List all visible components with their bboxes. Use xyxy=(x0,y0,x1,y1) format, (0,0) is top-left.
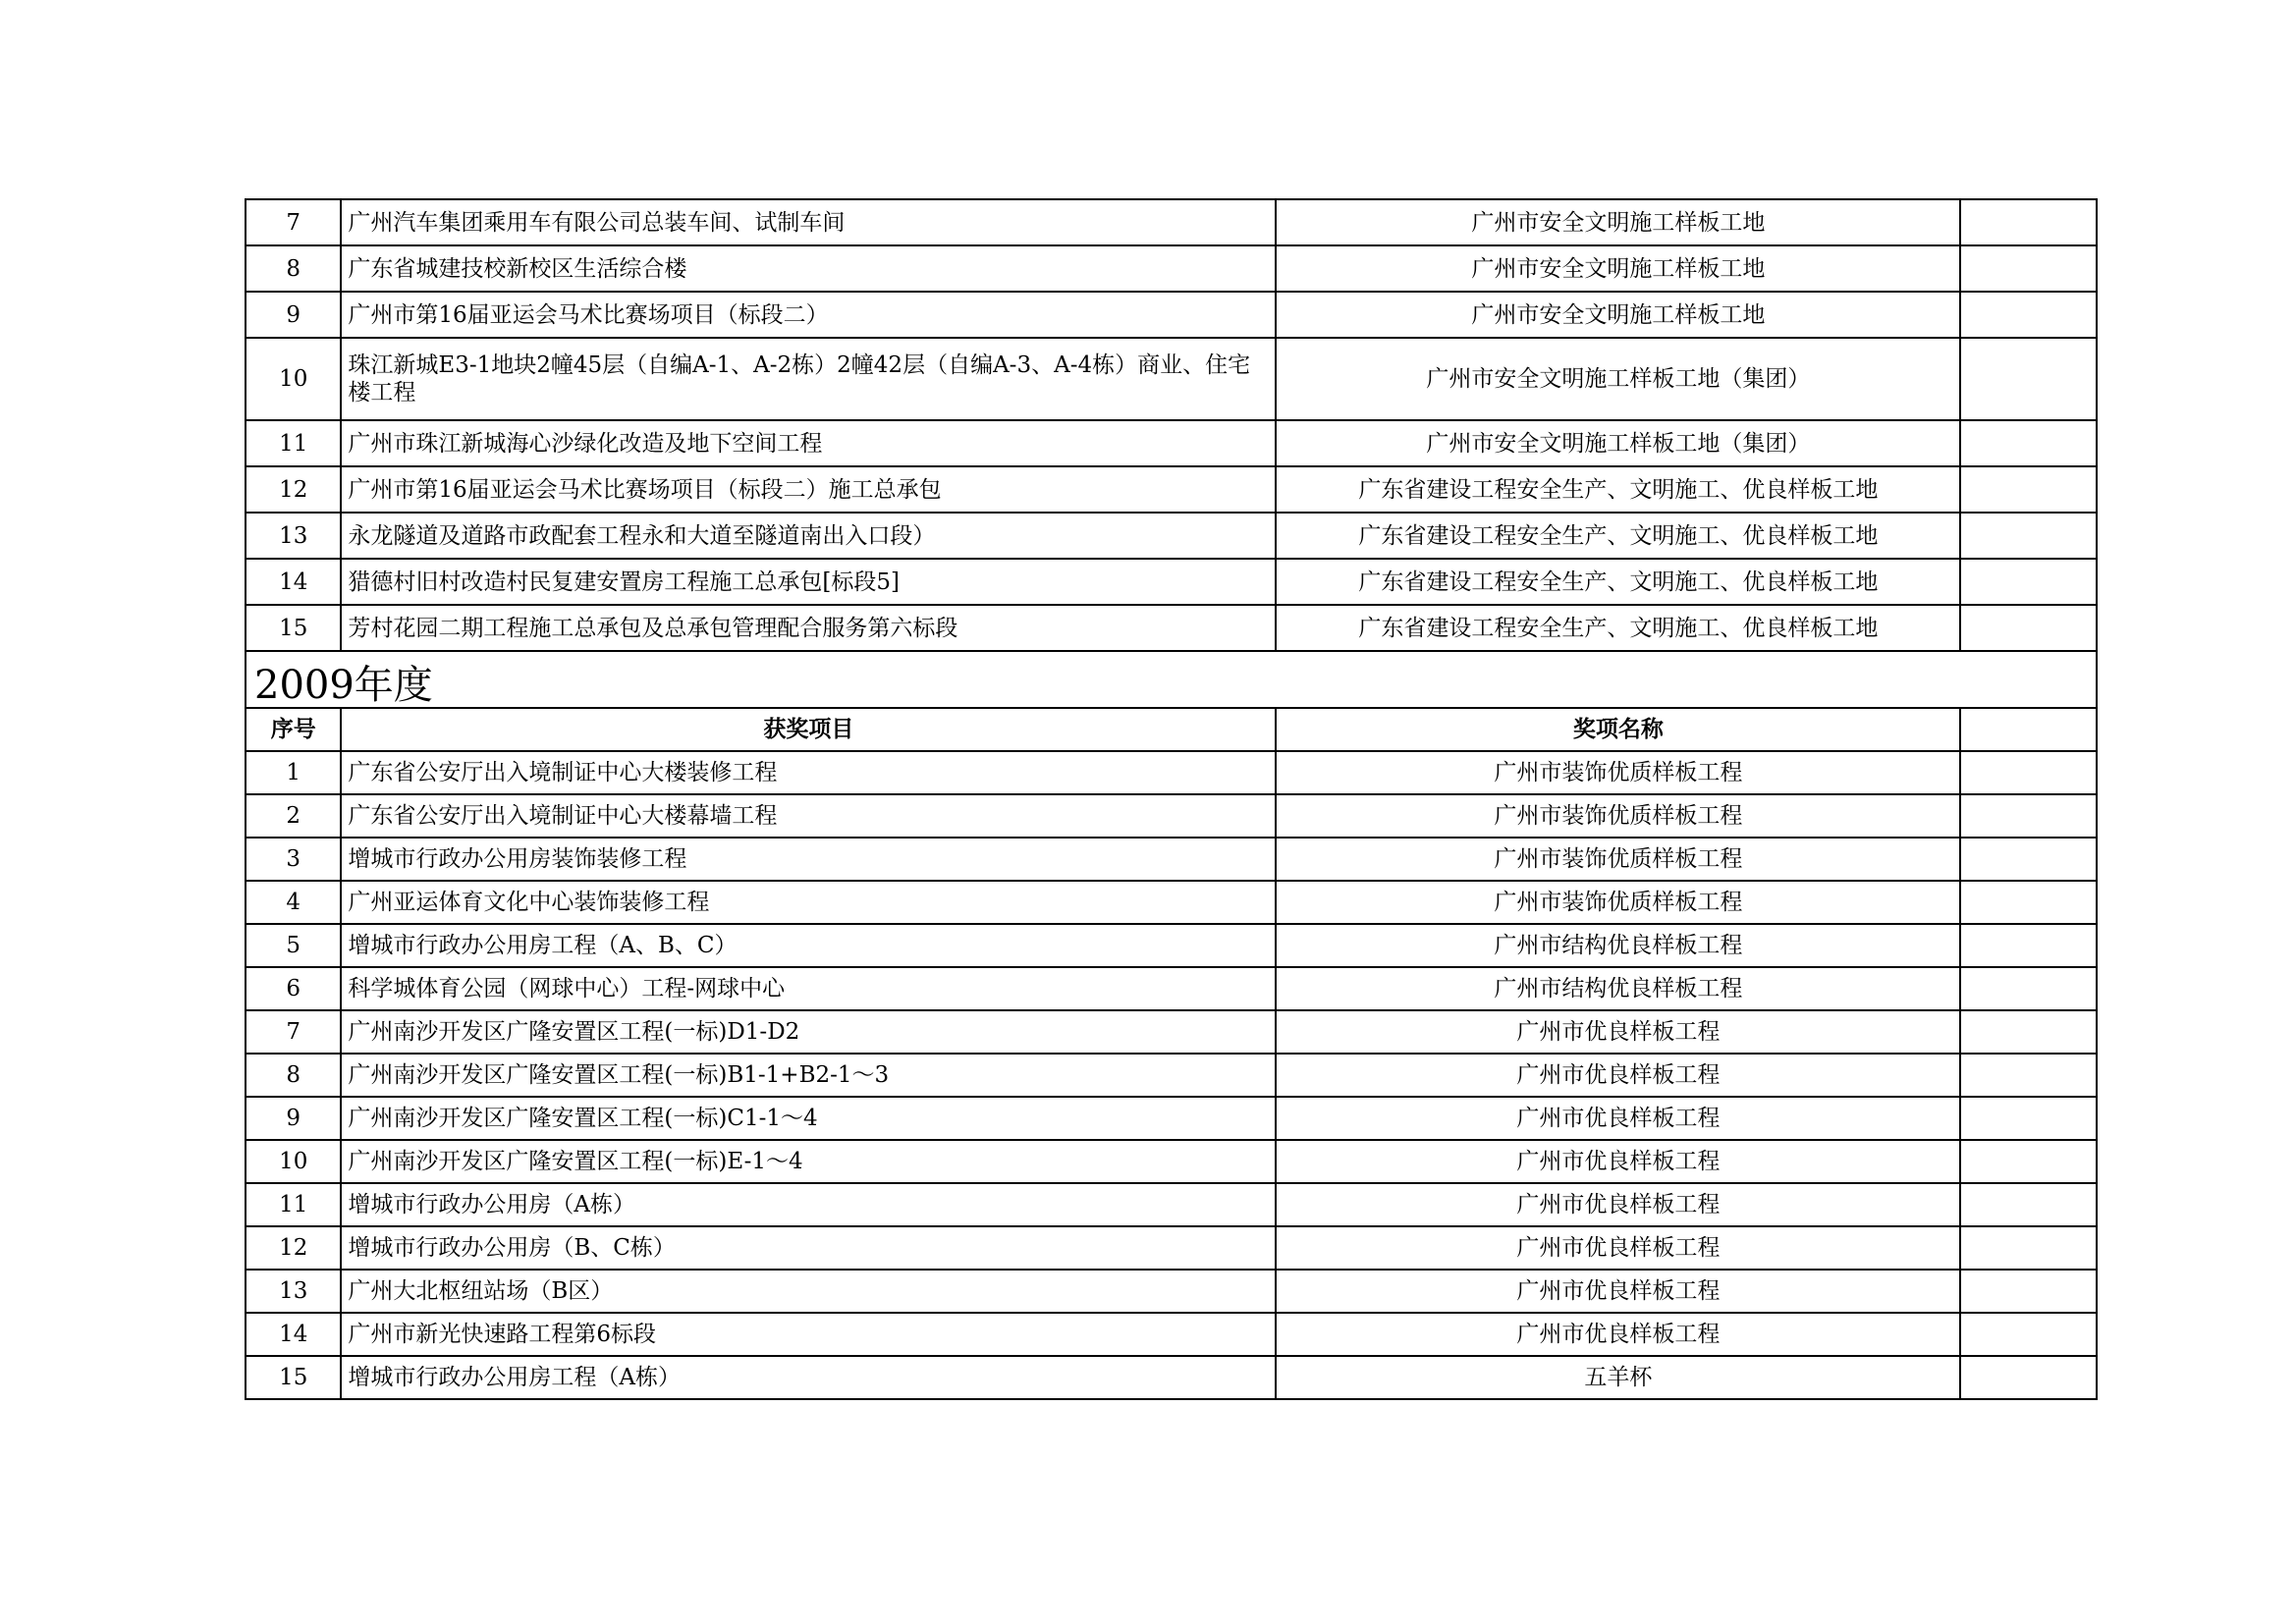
award-name: 广州市优良样板工程 xyxy=(1276,1054,1960,1097)
year-2009-section xyxy=(246,651,2097,751)
row-number: 13 xyxy=(246,513,341,559)
award-name: 广州市结构优良样板工程 xyxy=(1276,967,1960,1010)
table-row xyxy=(246,420,2097,466)
row-number: 10 xyxy=(246,1140,341,1183)
table-row xyxy=(246,881,2097,924)
table-row xyxy=(246,338,2097,420)
award-name: 广州市安全文明施工样板工地（集团） xyxy=(1276,420,1960,466)
award-name: 广州市优良样板工程 xyxy=(1276,1140,1960,1183)
row-number: 11 xyxy=(246,1183,341,1226)
table-row xyxy=(246,559,2097,605)
project-name: 广州南沙开发区广隆安置区工程(一标)B1-1+B2-1～3 xyxy=(341,1054,1276,1097)
table-row xyxy=(246,1183,2097,1226)
row-number: 8 xyxy=(246,1054,341,1097)
blank-cell xyxy=(1960,1183,2097,1226)
table-row xyxy=(246,1356,2097,1399)
award-name: 广州市装饰优质样板工程 xyxy=(1276,751,1960,794)
project-name: 广州南沙开发区广隆安置区工程(一标)E-1～4 xyxy=(341,1140,1276,1183)
blank-cell xyxy=(1960,794,2097,838)
blank-cell xyxy=(1960,559,2097,605)
award-name: 广州市优良样板工程 xyxy=(1276,1313,1960,1356)
row-number: 15 xyxy=(246,1356,341,1399)
row-number: 4 xyxy=(246,881,341,924)
award-name: 五羊杯 xyxy=(1276,1356,1960,1399)
award-name: 广州市优良样板工程 xyxy=(1276,1226,1960,1270)
row-number: 2 xyxy=(246,794,341,838)
project-name: 广州市第16届亚运会马术比赛场项目（标段二）施工总承包 xyxy=(341,466,1276,513)
blank-cell xyxy=(1960,513,2097,559)
award-name: 广州市优良样板工程 xyxy=(1276,1270,1960,1313)
table-row xyxy=(246,292,2097,338)
project-name: 广州市珠江新城海心沙绿化改造及地下空间工程 xyxy=(341,420,1276,466)
award-name: 广东省建设工程安全生产、文明施工、优良样板工地 xyxy=(1276,466,1960,513)
project-name: 广东省城建技校新校区生活综合楼 xyxy=(341,245,1276,292)
table-row xyxy=(246,1140,2097,1183)
blank-cell xyxy=(1960,420,2097,466)
table-row xyxy=(246,794,2097,838)
year-title: 2009年度 xyxy=(246,651,2097,708)
row-number: 15 xyxy=(246,605,341,651)
blank-cell xyxy=(1960,838,2097,881)
project-name: 广东省公安厅出入境制证中心大楼幕墙工程 xyxy=(341,794,1276,838)
row-number: 9 xyxy=(246,1097,341,1140)
award-name: 广州市安全文明施工样板工地 xyxy=(1276,245,1960,292)
award-name: 广州市安全文明施工样板工地 xyxy=(1276,199,1960,245)
blank-cell xyxy=(1960,1313,2097,1356)
blank-cell xyxy=(1960,466,2097,513)
project-name: 广州汽车集团乘用车有限公司总装车间、试制车间 xyxy=(341,199,1276,245)
project-name: 科学城体育公园（网球中心）工程-网球中心 xyxy=(341,967,1276,1010)
award-name: 广州市结构优良样板工程 xyxy=(1276,924,1960,967)
table-row xyxy=(246,1054,2097,1097)
row-number: 8 xyxy=(246,245,341,292)
year-title-row xyxy=(246,651,2097,708)
table-row xyxy=(246,513,2097,559)
award-name: 广州市优良样板工程 xyxy=(1276,1010,1960,1054)
blank-cell xyxy=(1960,199,2097,245)
blank-cell xyxy=(1960,1140,2097,1183)
project-name: 增城市行政办公用房（B、C栋） xyxy=(341,1226,1276,1270)
table-row xyxy=(246,199,2097,245)
table-row xyxy=(246,924,2097,967)
table-row xyxy=(246,1010,2097,1054)
project-name: 广州南沙开发区广隆安置区工程(一标)C1-1～4 xyxy=(341,1097,1276,1140)
blank-cell xyxy=(1960,1356,2097,1399)
row-number: 14 xyxy=(246,1313,341,1356)
row-number: 10 xyxy=(246,338,341,420)
table-row xyxy=(246,751,2097,794)
row-number: 5 xyxy=(246,924,341,967)
project-name: 广州南沙开发区广隆安置区工程(一标)D1-D2 xyxy=(341,1010,1276,1054)
project-name: 广州大北枢纽站场（B区） xyxy=(341,1270,1276,1313)
project-name: 芳村花园二期工程施工总承包及总承包管理配合服务第六标段 xyxy=(341,605,1276,651)
row-number: 13 xyxy=(246,1270,341,1313)
award-name: 广州市安全文明施工样板工地（集团） xyxy=(1276,338,1960,420)
header-row xyxy=(246,708,2097,751)
blank-cell xyxy=(1960,292,2097,338)
blank-cell xyxy=(1960,338,2097,420)
project-name: 增城市行政办公用房工程（A栋） xyxy=(341,1356,1276,1399)
project-name: 广州市新光快速路工程第6标段 xyxy=(341,1313,1276,1356)
blank-cell xyxy=(1960,1054,2097,1097)
table-row xyxy=(246,605,2097,651)
awards-2008-rows xyxy=(246,199,2097,651)
row-number: 11 xyxy=(246,420,341,466)
header-num: 序号 xyxy=(246,708,341,751)
table-row xyxy=(246,245,2097,292)
project-name: 广州亚运体育文化中心装饰装修工程 xyxy=(341,881,1276,924)
award-name: 广州市装饰优质样板工程 xyxy=(1276,794,1960,838)
header-award: 奖项名称 xyxy=(1276,708,1960,751)
blank-cell xyxy=(1960,751,2097,794)
table-row xyxy=(246,967,2097,1010)
row-number: 12 xyxy=(246,1226,341,1270)
project-name: 永龙隧道及道路市政配套工程永和大道至隧道南出入口段） xyxy=(341,513,1276,559)
blank-cell xyxy=(1960,1226,2097,1270)
table-row xyxy=(246,466,2097,513)
blank-cell xyxy=(1960,605,2097,651)
row-number: 14 xyxy=(246,559,341,605)
project-name: 增城市行政办公用房工程（A、B、C） xyxy=(341,924,1276,967)
award-name: 广州市优良样板工程 xyxy=(1276,1183,1960,1226)
header-project: 获奖项目 xyxy=(341,708,1276,751)
table-row xyxy=(246,1313,2097,1356)
award-name: 广东省建设工程安全生产、文明施工、优良样板工地 xyxy=(1276,513,1960,559)
blank-cell xyxy=(1960,924,2097,967)
blank-cell xyxy=(1960,1270,2097,1313)
award-name: 广东省建设工程安全生产、文明施工、优良样板工地 xyxy=(1276,559,1960,605)
project-name: 增城市行政办公用房（A栋） xyxy=(341,1183,1276,1226)
row-number: 6 xyxy=(246,967,341,1010)
blank-cell xyxy=(1960,1097,2097,1140)
blank-cell xyxy=(1960,967,2097,1010)
table-row xyxy=(246,1270,2097,1313)
table-row xyxy=(246,838,2097,881)
blank-cell xyxy=(1960,881,2097,924)
blank-cell xyxy=(1960,1010,2097,1054)
award-name: 广州市安全文明施工样板工地 xyxy=(1276,292,1960,338)
project-name: 广东省公安厅出入境制证中心大楼装修工程 xyxy=(341,751,1276,794)
row-number: 12 xyxy=(246,466,341,513)
award-name: 广州市优良样板工程 xyxy=(1276,1097,1960,1140)
table-row xyxy=(246,1226,2097,1270)
row-number: 7 xyxy=(246,1010,341,1054)
awards-table xyxy=(245,198,2098,1400)
awards-2009-rows xyxy=(246,751,2097,1399)
blank-cell xyxy=(1960,245,2097,292)
table-row xyxy=(246,1097,2097,1140)
row-number: 3 xyxy=(246,838,341,881)
project-name: 增城市行政办公用房装饰装修工程 xyxy=(341,838,1276,881)
award-name: 广州市装饰优质样板工程 xyxy=(1276,881,1960,924)
project-name: 珠江新城E3-1地块2幢45层（自编A-1、A-2栋）2幢42层（自编A-3、A-4栋）商业、住宅楼工程 xyxy=(341,338,1276,420)
project-name: 广州市第16届亚运会马术比赛场项目（标段二） xyxy=(341,292,1276,338)
row-number: 7 xyxy=(246,199,341,245)
award-name: 广东省建设工程安全生产、文明施工、优良样板工地 xyxy=(1276,605,1960,651)
project-name: 猎德村旧村改造村民复建安置房工程施工总承包[标段5] xyxy=(341,559,1276,605)
award-name: 广州市装饰优质样板工程 xyxy=(1276,838,1960,881)
row-number: 9 xyxy=(246,292,341,338)
header-blank-cell xyxy=(1960,708,2097,751)
row-number: 1 xyxy=(246,751,341,794)
